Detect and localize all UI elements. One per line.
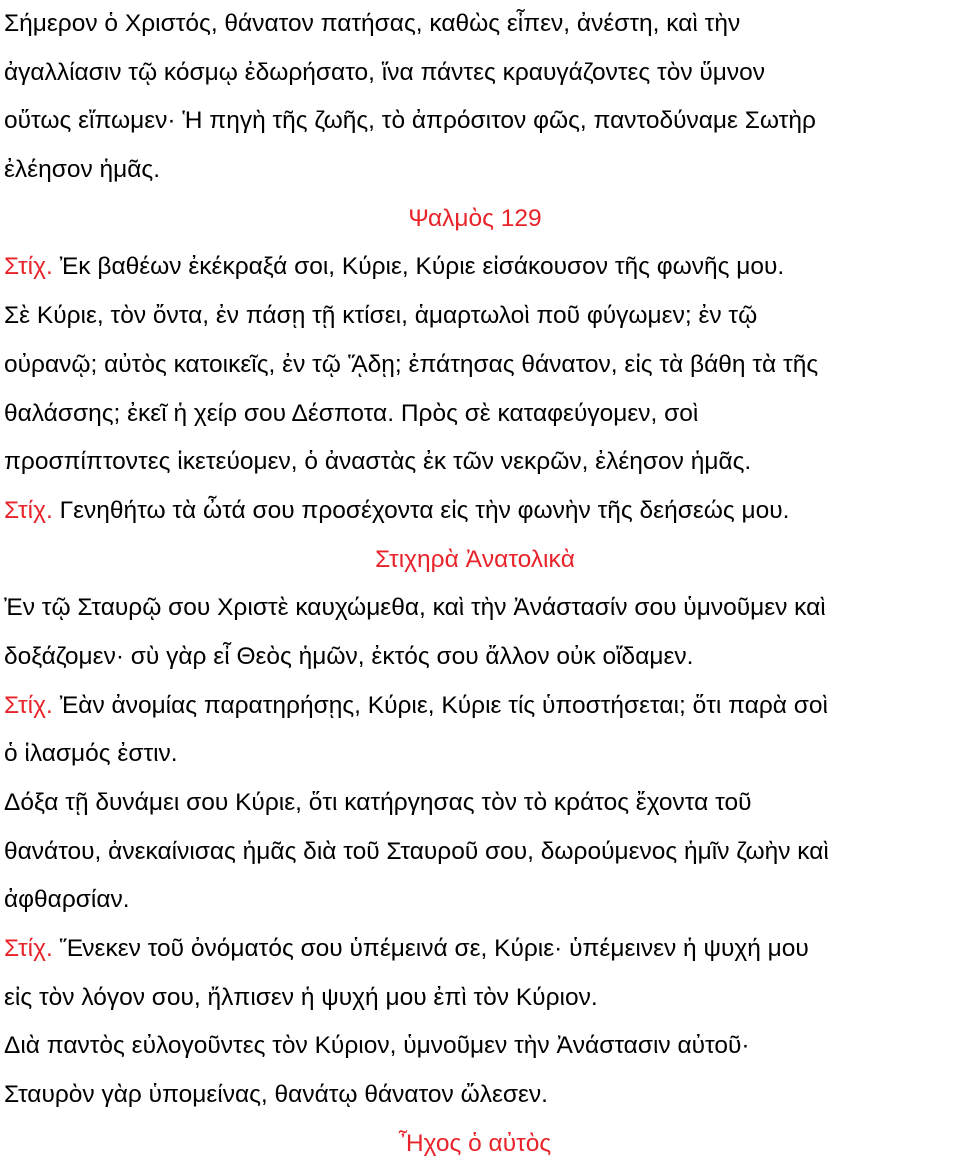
verse-text: Γενηθήτω τὰ ὦτά σου προσέχοντα εἰς τὴν φωνὴν τῆς δεήσεώς μου. bbox=[52, 496, 790, 524]
text-line: δοξάζομεν· σὺ γὰρ εἶ Θεὸς ἡμῶν, ἐκτός σου ἄλλον οὐκ οἴδαμεν. bbox=[4, 642, 694, 670]
section-heading-tone: Ἦχος ὁ αὐτὸς bbox=[398, 1129, 552, 1157]
verse-line bbox=[4, 487, 946, 536]
text-line: ἐλέησον ἡμᾶς. bbox=[4, 156, 161, 184]
text-line: θανάτου, ἀνεκαίνισας ἡμᾶς διὰ τοῦ Σταυροῦ σου, δωρούμενος ἡμῖν ζωὴν καὶ bbox=[4, 837, 829, 865]
verse-text: Ἕνεκεν τοῦ ὀνόματός σου ὑπέμεινά σε, Κύριε· ὑπέμεινεν ἡ ψυχή μου bbox=[52, 935, 809, 963]
text-line: θαλάσσης; ἐκεῖ ἡ χείρ σου Δέσποτα. Πρὸς σὲ καταφεύγομεν, σοὶ bbox=[4, 399, 699, 427]
verse-line bbox=[4, 243, 946, 292]
text-line: ἀγαλλίασιν τῷ κόσμῳ ἐδωρήσατο, ἵνα πάντες κραυγάζοντες τὸν ὕμνον bbox=[4, 58, 766, 86]
verse-line bbox=[4, 925, 946, 974]
text-line: προσπίπτοντες ἱκετεύομεν, ὁ ἀναστὰς ἐκ τῶν νεκρῶν, ἐλέησον ἡμᾶς. bbox=[4, 448, 752, 476]
text-line: οὐρανῷ; αὐτὸς κατοικεῖς, ἐν τῷ ᾍδῃ; ἐπάτησας θάνατον, εἰς τὰ βάθη τὰ τῆς bbox=[4, 350, 819, 378]
verse-label: Στίχ. bbox=[4, 691, 53, 719]
verse-label: Στίχ. bbox=[4, 253, 53, 281]
text-line: Σήμερον ὁ Χριστός, θάνατον πατήσας, καθὼς εἶπεν, ἀνέστη, καὶ τὴν bbox=[4, 10, 741, 37]
verse-text: Ἐκ βαθέων ἐκέκραξά σοι, Κύριε, Κύριε εἰσάκουσον τῆς φωνῆς μου. bbox=[52, 253, 785, 281]
section-heading-psalm: Ψαλμὸς 129 bbox=[408, 204, 542, 232]
text-line: Σὲ Κύριε, τὸν ὄντα, ἐν πάσῃ τῇ κτίσει, ἁμαρτωλοὶ ποῦ φύγωμεν; ἐν τῷ bbox=[4, 302, 758, 330]
text-line: ἀφθαρσίαν. bbox=[4, 886, 130, 914]
verse-line bbox=[4, 682, 946, 731]
text-line: Σταυρὸν γὰρ ὑπομείνας, θανάτῳ θάνατον ὤλεσεν. bbox=[4, 1081, 548, 1109]
text-line: Ἐν τῷ Σταυρῷ σου Χριστὲ καυχώμεθα, καὶ τὴν Ἀνάστασίν σου ὑμνοῦμεν καὶ bbox=[4, 594, 826, 622]
text-line: Δόξα τῇ δυνάμει σου Κύριε, ὅτι κατήργησας τὸν τὸ κράτος ἔχοντα τοῦ bbox=[4, 789, 752, 816]
section-heading-stichera: Στιχηρὰ Ἀνατολικὰ bbox=[375, 545, 575, 573]
verse-text: Ἐὰν ἀνομίας παρατηρήσῃς, Κύριε, Κύριε τίς ὑποστήσεται; ὅτι παρὰ σοὶ bbox=[52, 691, 828, 719]
text-line: ὁ ἱλασμός ἐστιν. bbox=[4, 740, 178, 768]
text-line: εἰς τὸν λόγον σου, ἤλπισεν ἡ ψυχή μου ἐπὶ τὸν Κύριον. bbox=[4, 983, 598, 1011]
verse-label: Στίχ. bbox=[4, 935, 53, 963]
verse-label: Στίχ. bbox=[4, 496, 53, 524]
text-line: Διὰ παντὸς εὐλογοῦντες τὸν Κύριον, ὑμνοῦμεν τὴν Ἀνάστασιν αὐτοῦ· bbox=[4, 1032, 750, 1060]
text-line: οὕτως εἴπωμεν· Ἡ πηγὴ τῆς ζωῆς, τὸ ἀπρόσιτον φῶς, παντοδύναμε Σωτὴρ bbox=[4, 107, 816, 135]
